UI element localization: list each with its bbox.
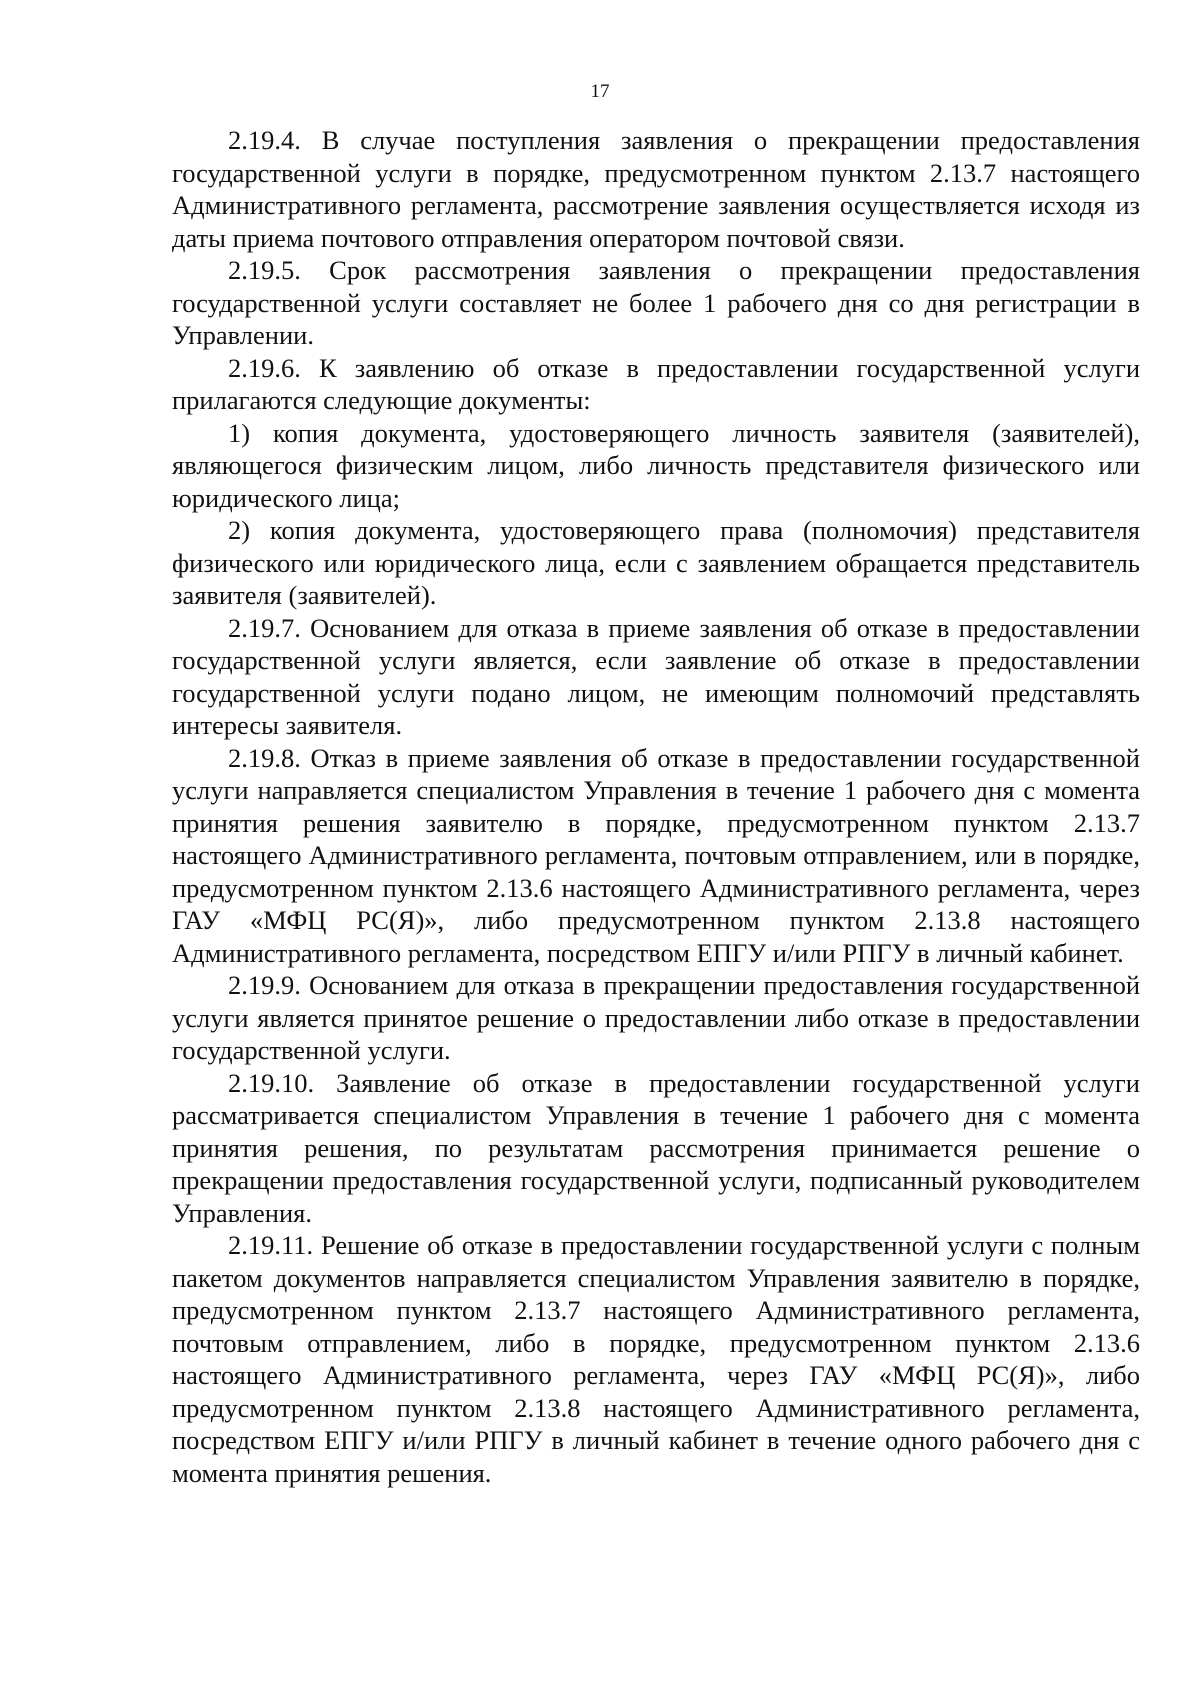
paragraph-2-19-7: 2.19.7. Основанием для отказа в приеме заявления об отказе в предоставлении государственной услуги является, если заявление об отказе в предоставлении государственной услуги подано лицом, не имеющим полномочий представлять интересы заявителя. — [172, 612, 1140, 740]
page-number: 17 — [590, 81, 610, 102]
list-item-1: 1) копия документа, удостоверяющего личность заявителя (заявителей), являющегося физическим лицом, либо личность представителя физического или юридического лица; — [172, 417, 1140, 513]
paragraph-2-19-10: 2.19.10. Заявление об отказе в предоставлении государственной услуги рассматривается специалистом Управления в течение 1 рабочего дня с момента принятия решения, по результатам рассмотрения принимается решение о прекращении предоставления государственной услуги, подписанный руководителем Управления. — [172, 1067, 1140, 1228]
paragraph-2-19-5: 2.19.5. Срок рассмотрения заявления о прекращении предоставления государственной услуги составляет не более 1 рабочего дня со дня регистрации в Управлении. — [172, 255, 1140, 350]
list-item-2: 2) копия документа, удостоверяющего права (полномочия) представителя физического или юридического лица, если с заявлением обращается представитель заявителя (заявителей). — [172, 515, 1140, 610]
document-body — [172, 124, 1140, 1489]
paragraph-2-19-11: 2.19.11. Решение об отказе в предоставлении государственной услуги с полным пакетом документов направляется специалистом Управления заявителю в порядке, предусмотренном пунктом 2.13.7 настоящего Административного регламента, почтовым отправлением, либо в порядке, предусмотренном пунктом 2.13.6 настоящего Административного регламента, через ГАУ «МФЦ РС(Я)», либо предусмотренном пунктом 2.13.8 настоящего Административного регламента, посредством ЕПГУ и/или РПГУ в личный кабинет в течение одного рабочего дня с момента принятия решения. — [172, 1230, 1140, 1488]
paragraph-2-19-8: 2.19.8. Отказ в приеме заявления об отказе в предоставлении государственной услуги направляется специалистом Управления в течение 1 рабочего дня с момента принятия решения заявителю в порядке, предусмотренном пунктом 2.13.7 настоящего Административного регламента, почтовым отправлением, или в порядке, предусмотренном пунктом 2.13.6 настоящего Административного регламента, через ГАУ «МФЦ РС(Я)», либо предусмотренном пунктом 2.13.8 настоящего Административного регламента, посредством ЕПГУ и/или РПГУ в личный кабинет. — [172, 742, 1140, 968]
paragraph-2-19-4: 2.19.4. В случае поступления заявления о прекращении предоставления государственной услуги в порядке, предусмотренном пунктом 2.13.7 настоящего Административного регламента, рассмотрение заявления осуществляется исходя из даты приема почтового отправления оператором почтовой связи. — [172, 125, 1140, 253]
paragraph-2-19-6: 2.19.6. К заявлению об отказе в предоставлении государственной услуги прилагаются следующие документы: — [172, 352, 1140, 415]
paragraph-2-19-9: 2.19.9. Основанием для отказа в прекращении предоставления государственной услуги является принятое решение о предоставлении либо отказе в предоставлении государственной услуги. — [172, 970, 1140, 1065]
